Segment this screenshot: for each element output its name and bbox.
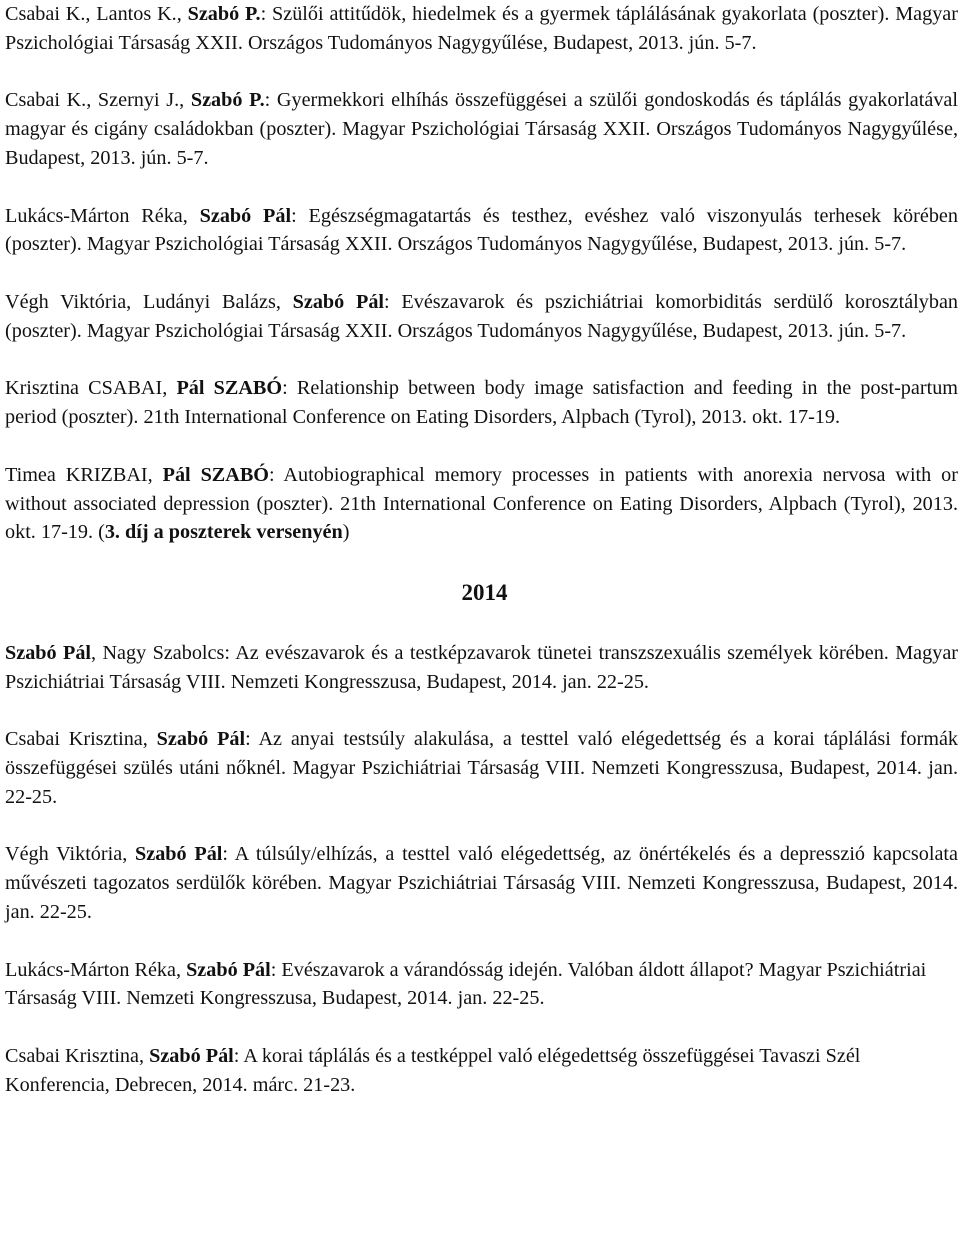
- citation-text: Lukács-Márton Réka,: [5, 204, 200, 227]
- citation-entry: [5, 956, 958, 1014]
- citation-author-bold: Szabó Pál: [149, 1044, 234, 1067]
- citation-author-bold: Szabó Pál: [135, 843, 223, 866]
- year-heading: 2014: [461, 579, 508, 605]
- citation-text: : A korai táplálás és a testképpel való elégedettség összefüggései Tavaszi Szél Konferencia, Debrecen, 2014. márc. 21-23.: [5, 1044, 861, 1096]
- citation-text: Timea KRIZBAI,: [5, 463, 163, 486]
- citation-text: Csabai Krisztina,: [5, 1044, 150, 1067]
- citation-text: : Evészavarok a várandósság idején. Valóban áldott állapot? Magyar Pszichiátriai Társaság VIII. Nemzeti Kongresszusa, Budapest, 2014. jan. 22-25.: [5, 958, 927, 1010]
- citation-text: : Gyermekkori elhíhás összefüggései a szülői gondoskodás és táplálás gyakorlatával magyar és cigány családokban (poszter). Magyar Pszichológiai Társaság XXII. Országos Tudományos Nagygyűlése, Budapest, 2013. jún. 5-7.: [5, 89, 958, 169]
- citation-entry: [5, 86, 958, 172]
- citation-entry: [5, 288, 958, 346]
- citation-text: Csabai K., Szernyi J.,: [5, 89, 191, 112]
- citation-author-bold: Szabó Pál: [156, 728, 246, 751]
- citation-entry: [5, 461, 958, 547]
- citation-text: : Autobiographical memory processes in patients with anorexia nervosa with or without associated depression (poszter). 21th International Conference on Eating Disorders, Alpbach (Tyrol), 2013. okt. 17-19. (: [5, 463, 958, 544]
- citation-author-bold: Szabó Pál: [292, 290, 385, 313]
- citation-author-bold: Pál SZABÓ: [162, 463, 270, 486]
- citation-text: , Nagy Szabolcs: Az evészavarok és a testképzavarok tünetei transzszexuális személyek körében. Magyar Pszichiátriai Társaság VIII. Nemzeti Kongresszusa, Budapest, 2014. jan. 22-25.: [5, 641, 958, 693]
- citation-text: Csabai Krisztina,: [5, 728, 157, 751]
- citation-entry: [5, 725, 958, 811]
- citation-entry: [5, 639, 958, 697]
- citation-text: : Relationship between body image satisfaction and feeding in the post-partum period (poszter). 21th International Conference on Eating Disorders, Alpbach (Tyrol), 2013. okt. 17-19.: [5, 377, 958, 429]
- citation-text: Lukács-Márton Réka,: [5, 958, 187, 981]
- citation-author-bold: Szabó Pál: [199, 204, 292, 227]
- citation-author-bold: Szabó P.: [187, 3, 261, 25]
- citation-entry: [5, 1042, 958, 1100]
- citation-text: : Egészségmagatartás és testhez, evéshez való viszonyulás terhesek körében (poszter). Magyar Pszichológiai Társaság XXII. Országos Tudományos Nagygyűlése, Budapest, 2013. jún. 5-7.: [5, 204, 958, 256]
- citation-author-bold: Szabó Pál: [5, 641, 92, 664]
- citation-author-bold: Szabó Pál: [186, 958, 271, 981]
- award-note: 3. díj a poszterek versenyén: [104, 521, 343, 544]
- citation-text: Végh Viktória, Ludányi Balázs,: [5, 290, 293, 313]
- citation-entry: [5, 0, 958, 58]
- citation-entry: [5, 374, 958, 432]
- citation-text: ): [342, 521, 350, 544]
- citation-text: Krisztina CSABAI,: [5, 377, 177, 400]
- citation-author-bold: Szabó P.: [190, 89, 265, 112]
- citation-entry: [5, 840, 958, 926]
- citation-entry: [5, 202, 958, 260]
- citation-text: Végh Viktória,: [5, 843, 136, 866]
- citation-text: : A túlsúly/elhízás, a testtel való elégedettség, az önértékelés és a depresszió kapcsolata művészeti tagozatos serdülők körében. Magyar Pszichiátriai Társaság VIII. Nemzeti Kongresszusa, Budapest, 2014. jan. 22-25.: [5, 843, 958, 923]
- citation-text: Csabai K., Lantos K.,: [5, 3, 188, 25]
- citation-text: : Szülői attitűdök, hiedelmek és a gyermek táplálásának gyakorlata (poszter). Magyar Pszichológiai Társaság XXII. Országos Tudományos Nagygyűlése, Budapest, 2013. jún. 5-7.: [5, 3, 958, 54]
- document-page: [5, 0, 958, 1099]
- citation-author-bold: Pál SZABÓ: [176, 377, 283, 400]
- citation-text: : Az anyai testsúly alakulása, a testtel való elégedettség és a korai táplálási formák összefüggései szülés utáni nőknél. Magyar Pszichiátriai Társaság VIII. Nemzeti Kongresszusa, Budapest, 2014. jan. 22-25.: [5, 728, 958, 808]
- citation-text: : Evészavarok és pszichiátriai komorbiditás serdülő korosztályban (poszter). Magyar Pszichológiai Társaság XXII. Országos Tudományos Nagygyűlése, Budapest, 2013. jún. 5-7.: [5, 290, 959, 342]
